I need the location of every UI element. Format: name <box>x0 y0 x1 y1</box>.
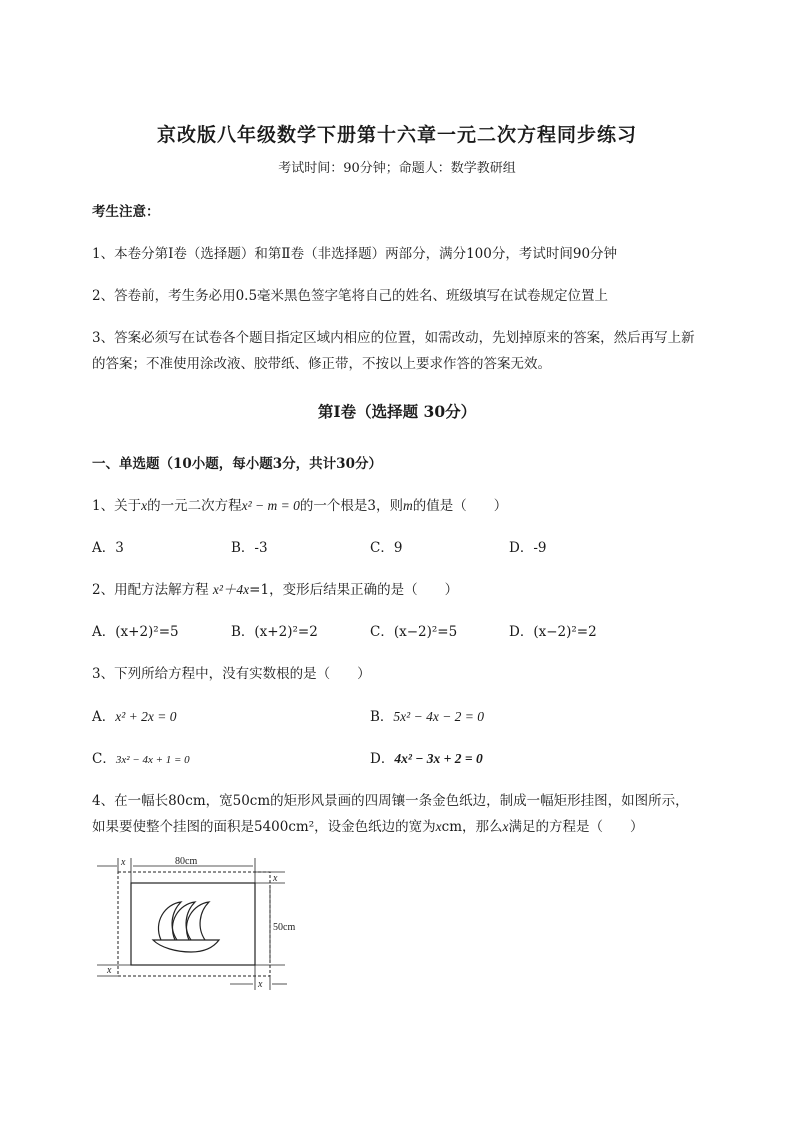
page-title: 京改版八年级数学下册第十六章一元二次方程同步练习 <box>156 124 637 146</box>
label-x-bottom: x <box>258 979 263 990</box>
question-2-option-a[interactable]: A．(x+2)²=5 <box>92 624 179 640</box>
question-3-option-b[interactable]: B．5x² − 4x − 2 = 0 <box>370 709 485 725</box>
label-length: 80cm <box>175 856 198 867</box>
question-2-option-b[interactable]: B．(x+2)²=2 <box>231 624 318 640</box>
question-4-stem-line-2: 如果要使整个挂图的面积是5400cm²，设金色纸边的宽为xcm，那么x满足的方程是（ ） <box>92 819 644 835</box>
question-2-option-c[interactable]: C．(x−2)²=5 <box>370 624 458 640</box>
label-x-left: x <box>107 965 112 976</box>
question-3-option-c[interactable]: C．3x² − 4x + 1 = 0 <box>92 751 190 767</box>
sailboat-drawing <box>153 902 219 952</box>
question-4-figure <box>95 852 305 992</box>
exam-info: 考试时间：90分钟；命题人：数学教研组 <box>278 161 516 176</box>
question-3-option-d[interactable]: D．4x² − 3x + 2 = 0 <box>370 751 483 767</box>
outer-border <box>118 872 270 976</box>
notice-heading: 考生注意： <box>92 204 160 220</box>
notice-item-3-cont: 的答案；不准使用涂改液、胶带纸、修正带，不按以上要求作答的答案无效。 <box>92 356 551 372</box>
section-title: 第I卷（选择题 30分） <box>317 402 477 421</box>
label-width: 50cm <box>273 922 296 933</box>
notice-item-3: 3、答案必须写在试卷各个题目指定区域内相应的位置，如需改动，先划掉原来的答案，然后再写上新 <box>92 330 695 346</box>
question-4-stem-line-1: 4、在一幅长80cm，宽50cm的矩形风景画的四周镶一条金色纸边，制成一幅矩形挂图，如图所示， <box>92 793 689 809</box>
notice-item-2: 2、答卷前，考生务必用0.5毫米黑色签字笔将自己的姓名、班级填写在试卷规定位置上 <box>92 288 609 304</box>
part-heading: 一、单选题（10小题，每小题3分，共计30分） <box>92 456 382 472</box>
label-x-right: x <box>273 873 278 884</box>
question-1-option-b[interactable]: B．-3 <box>231 540 268 556</box>
question-2-option-d[interactable]: D．(x−2)²=2 <box>509 624 597 640</box>
inner-painting <box>131 883 255 965</box>
label-x-top: x <box>121 857 126 868</box>
question-1-option-d[interactable]: D．-9 <box>509 540 547 556</box>
question-3-stem: 3、下列所给方程中，没有实数根的是（ ） <box>92 666 371 682</box>
question-3-option-a[interactable]: A．x² + 2x = 0 <box>92 709 177 725</box>
question-1-option-a[interactable]: A．3 <box>92 540 124 556</box>
notice-item-1: 1、本卷分第I卷（选择题）和第Ⅱ卷（非选择题）两部分，满分100分，考试时间90分钟 <box>92 246 618 262</box>
question-1-stem: 1、关于x的一元二次方程x² − m = 0的一个根是3，则m的值是（ ） <box>92 498 508 514</box>
question-2-stem: 2、用配方法解方程 x²＋4x=1，变形后结果正确的是（ ） <box>92 582 459 598</box>
question-1-option-c[interactable]: C．9 <box>370 540 403 556</box>
